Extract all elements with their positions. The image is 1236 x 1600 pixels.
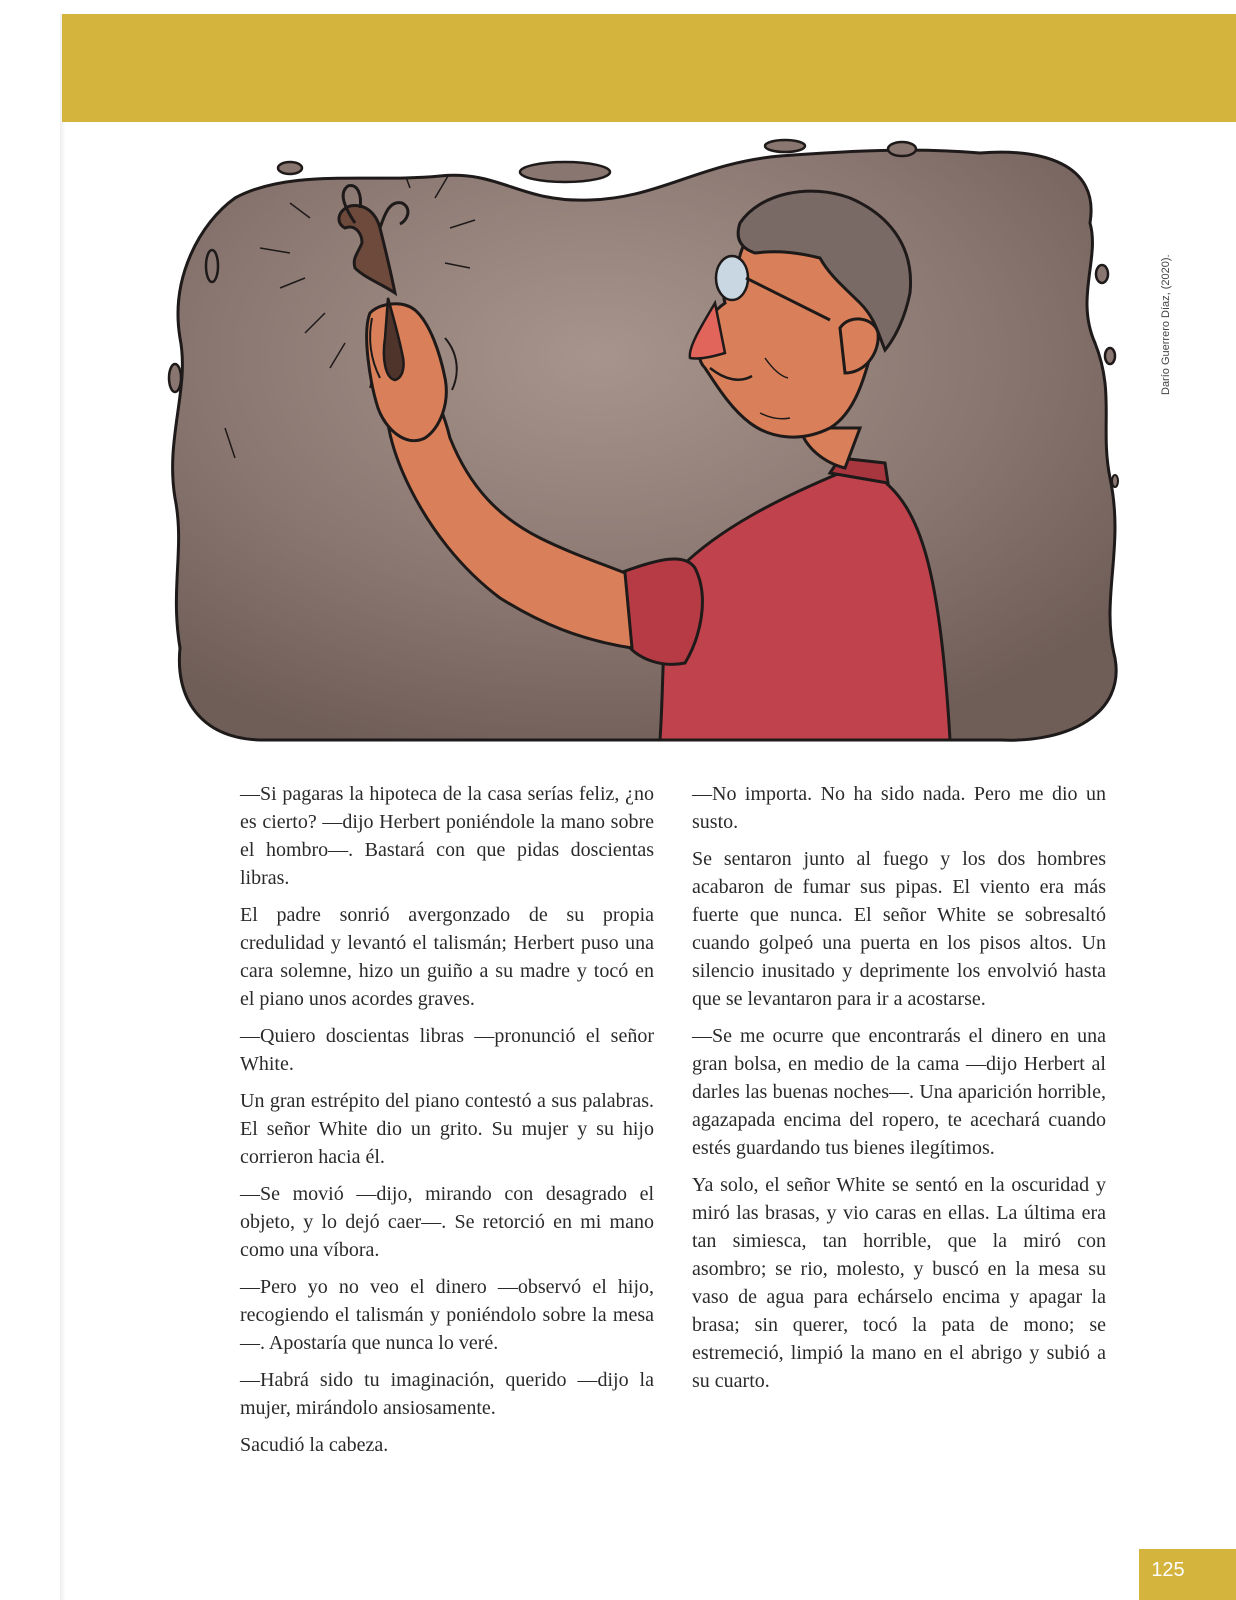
paragraph: Sacudió la cabeza.: [240, 1434, 389, 1456]
illustration-credit: Darío Guerrero Díaz, (2020).: [1160, 254, 1172, 395]
text-column-left: [240, 780, 654, 1468]
paragraph: —Se movió —dijo, mirando con desagrado el objeto, y lo dejó caer—. Se retorció en mi mano como una víbora.: [240, 1183, 654, 1261]
paragraph: —Se me ocurre que encontrarás el dinero en una gran bolsa, en medio de la cama —dijo Herbert al darles las buenas noches—. Una aparición horrible, agazapada encima del ropero, te acechará cuando estés guardando tus bienes ilegítimos.: [692, 1025, 1106, 1159]
paragraph: —No importa. No ha sido nada. Pero me dio un susto.: [692, 783, 1106, 833]
paragraph: Se sentaron junto al fuego y los dos hombres acabaron de fumar sus pipas. El viento era más fuerte que nunca. El señor White se sobresaltó cuando golpeó una puerta en los pisos altos. Un silencio inusitado y deprimente los envolvió hasta que se levantaron para ir a acostarse.: [692, 848, 1106, 1010]
paragraph: Un gran estrépito del piano contestó a sus palabras. El señor White dio un grito. Su mujer y su hijo corrieron hacia él.: [240, 1090, 654, 1168]
paragraph: —Si pagaras la hipoteca de la casa serías feliz, ¿no es cierto? —dijo Herbert poniéndole la mano sobre el hombro—. Bastará con que pidas doscientas libras.: [240, 783, 654, 889]
header-band: [62, 14, 1236, 122]
page-number: 125: [1151, 1559, 1185, 1581]
paragraph: El padre sonrió avergonzado de su propia credulidad y levantó el talismán; Herbert puso una cara solemne, hizo un guiño a su madre y tocó en el piano unos acordes graves.: [240, 904, 654, 1010]
paragraph: —Quiero doscientas libras —pronunció el señor White.: [240, 1025, 654, 1075]
paragraph: —Habrá sido tu imaginación, querido —dijo la mujer, mirándolo ansiosamente.: [240, 1369, 654, 1419]
page-edge: [60, 14, 66, 1600]
glasses: [716, 256, 748, 300]
story-illustration: [140, 128, 1140, 758]
paragraph: Ya solo, el señor White se sentó en la oscuridad y miró las brasas, y vio caras en ellas. La última era tan simiesca, tan horrible, que la miró con asombro; se rio, molesto, y buscó en la mesa su vaso de agua para echárselo encima y apagar la brasa; sin querer, tocó la pata de mono; se estremeció, limpió la mano en el abrigo y subió a su cuarto.: [692, 1174, 1106, 1392]
paragraph: —Pero yo no veo el dinero —observó el hijo, recogiendo el talismán y poniéndolo sobre la mesa—. Apostaría que nunca lo veré.: [240, 1276, 654, 1354]
text-column-right: [692, 780, 1106, 1404]
